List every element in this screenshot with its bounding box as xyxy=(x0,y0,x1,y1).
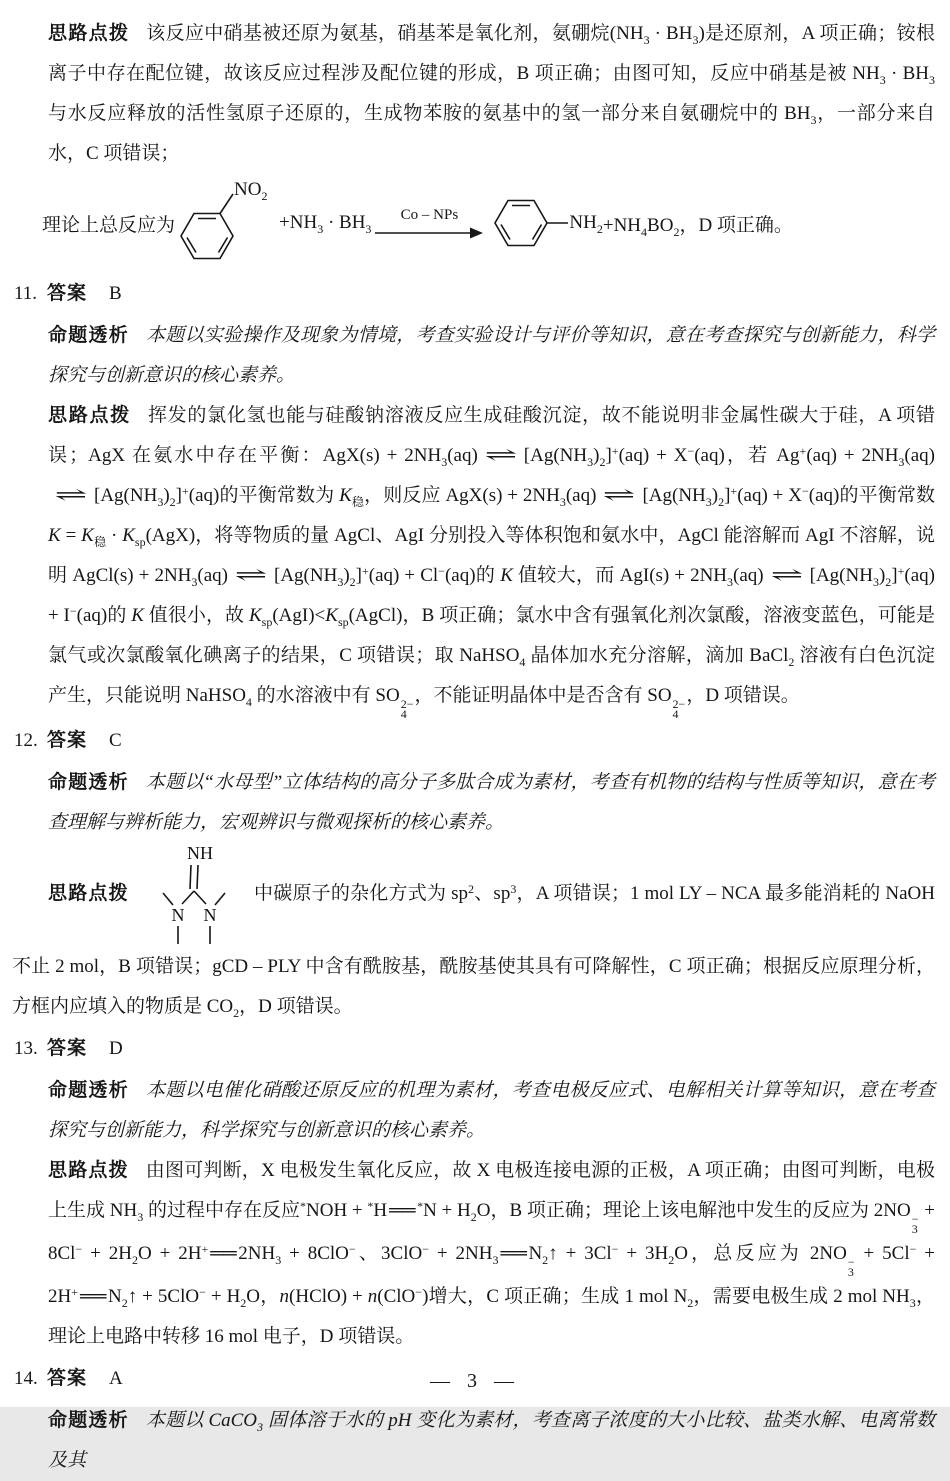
right-arrow-icon xyxy=(375,225,483,239)
reaction-reagent: $+NH_3 \cdot BH_3$ xyxy=(279,212,372,236)
q14-answer-value: A xyxy=(109,1368,123,1389)
nitro-group-label: $NO_2$ xyxy=(234,179,268,203)
q13-number: 13. xyxy=(14,1038,38,1059)
q13-answer-line xyxy=(14,1029,935,1069)
q13-mingti-paragraph xyxy=(48,1071,935,1151)
amine-group-label: $NH_2$ xyxy=(569,212,603,236)
q12-sikao-label: 思路点拨 xyxy=(48,883,129,905)
q11-number: 11. xyxy=(14,283,38,304)
nitrobenzene-structure xyxy=(177,178,277,268)
q11-mingti-paragraph xyxy=(48,316,935,396)
q10-sikao-text: 该反应中硝基被还原为氨基，硝基苯是氧化剂，氨硼烷$(NH_3 \cdot BH_3)$是还原剂，A 项正确；铵根离子中存在配位键，故该反应过程涉及配位键的形成，B 项正确；由图可知，反应中硝基是被 $NH_3 \cdot BH_3$ 与水反应释放的活性氢原子还原的，生成物苯胺的氨基中的氢一部分来自氨硼烷中的 $BH_3$，一部分来自水，C 项错误； xyxy=(48,23,935,164)
q14-mingti-text: 本题以 CaCO$_3$ 固体溶于水的 pH 变化为素材，考查离子浓度的大小比较、盐类水解、电离常数及其 xyxy=(48,1410,935,1471)
q12-mingti-text: 本题以“水母型”立体结构的高分子多肽合成为素材，考查有机物的结构与性质等知识，意在考查理解与辨析能力，宏观辨识与微观探析的核心素养。 xyxy=(48,772,935,833)
q11-mingti-label: 命题透析 xyxy=(48,325,129,346)
q13-sikao-paragraph xyxy=(48,1151,935,1357)
q12-mingti-label: 命题透析 xyxy=(48,772,129,793)
q12-mingti-paragraph xyxy=(48,763,935,843)
q13-answer-value: D xyxy=(109,1038,123,1059)
q14-mingti-label: 命题透析 xyxy=(48,1410,129,1431)
q10-sikao-label: 思路点拨 xyxy=(48,23,130,44)
reaction-products: $+NH_4BO_2$，D 项正确。 xyxy=(602,214,793,239)
q12-answer-line xyxy=(14,721,935,761)
q13-mingti-text: 本题以电催化硝酸还原反应的机理为素材，考查电极反应式、电解相关计算等知识，意在考查探究与创新能力，科学探究与创新意识的核心素养。 xyxy=(48,1080,935,1141)
q13-sikao-label: 思路点拨 xyxy=(48,1160,129,1181)
q13-answer-label: 答案 xyxy=(47,1038,88,1059)
q11-sikao-text: 挥发的氯化氢也能与硅酸钠溶液反应生成硅酸沉淀，故不能说明非金属性碳大于硅，A 项错误；AgX 在氨水中存在平衡：$AgX(s) + 2NH_3(aq)$ ⇌ $[Ag(NH_3)_2]^+(aq) + X^-(aq)$，若 $Ag^+(aq) + 2NH_3(aq)\rightleftharpoons$ $[Ag(NH_3)_2]^+(aq)$的平衡常数为 $K_稳$，则反应 $AgX(s) + 2NH_3(aq)$ ⇌ $[Ag(NH_3)_2]^+(aq) + X^-(aq)$的平衡常数 $K = K_稳 \cdot K_{sp}(AgX)$，将等物质的量 AgCl、AgI 分别投入等体积饱和氨水中，AgCl 能溶解而 AgI 不溶解，说明 AgCl(s) + $2NH_3(aq)$ ⇌ $[Ag(NH_3)_2]^+(aq) + Cl^-(aq)$的 K 值较大，而 $AgI(s) + 2NH_3(aq)$ ⇌ $[Ag(NH_3)_2]^+(aq) + I^-(aq)$的 K 值很小，故 $K_{sp}(AgI)<K_{sp}(AgCl)$，B 项正确；氯水中含有强氧化剂次氯酸，溶液变蓝色，可能是氯气或次氯酸氧化碘离子的结果，C 项错误；取 NaHSO$_4$ 晶体加水充分溶解，滴加 BaCl$_2$ 溶液有白色沉淀产生，只能说明 NaHSO$_4$ 的水溶液中有 SO 2− 4 ，不能证明晶体中是否含有 SO 2− 4 ，D 项错误。 xyxy=(48,405,936,721)
svg-text:N: N xyxy=(203,905,217,925)
q14-answer-label: 答案 xyxy=(47,1368,88,1389)
q12-answer-value: C xyxy=(109,730,122,751)
q14-mingti-paragraph xyxy=(48,1401,935,1481)
q11-answer-label: 答案 xyxy=(47,283,88,304)
q12-sikao-text: 中碳原子的杂化方式为 $sp^2$、$sp^3$，A 项错误；1 mol LY – NCA 最多能消耗的 NaOH 不止 2 mol，B 项错误；gCD – PLY 中含有酰胺基，酰胺基使其具有可降解性，C 项正确；根据反应原理分析，方框内应填入的物质是 $CO_2$，D 项错误。 xyxy=(12,882,935,1020)
benzene-ring-icon xyxy=(491,192,569,254)
reaction-arrow xyxy=(375,207,483,239)
page-number: — 3 — xyxy=(430,1370,520,1392)
q10-sikao-paragraph xyxy=(48,14,935,174)
guanidine-structure-icon xyxy=(154,843,246,947)
q11-answer-line xyxy=(14,274,935,314)
catalyst-label: Co – NPs xyxy=(400,207,459,223)
q11-sikao-paragraph xyxy=(48,396,935,719)
q11-sikao-label: 思路点拨 xyxy=(48,405,131,426)
q12-number: 12. xyxy=(14,730,38,751)
svg-text:N: N xyxy=(171,905,185,925)
q13-sikao-text: 由图可判断，X 电极发生氧化反应，故 X 电极连接电源的正极，A 项正确；由图可判断，电极上生成 $NH_3$ 的过程中存在反应*NOH + *H ══ $^*N + H_2O$，B 项正确；理论上该电解池中发生的反应为 2NO − 3 + $8Cl^- + 2H_2O + 2H^+$ ══ $2NH_3 + 8ClO^-$、$3ClO^- + 2NH_3$ ══ $N_2↑ + 3Cl^- + 3H_2O$，总反应为 2NO − 3 + 5Cl− + 2H+ ══ $N_2↑ + 5ClO^- + H_2O$，n(HClO) + n(ClO−)增大，C 项正确；生成 1 mol $N_2$，需要电极生成 2 mol $NH_3$，理论上电路中转移 16 mol 电子，D 项错误。 xyxy=(48,1160,936,1347)
q13-mingti-label: 命题透析 xyxy=(48,1080,129,1101)
reaction-prefix: 理论上总反应为 xyxy=(42,214,176,236)
q11-mingti-text: 本题以实验操作及现象为情境，考查实验设计与评价等知识，意在考查探究与创新能力，科学探究与创新意识的核心素养。 xyxy=(48,325,935,386)
q11-answer-value: B xyxy=(109,283,122,304)
svg-text:NH: NH xyxy=(186,843,213,863)
aniline-structure xyxy=(491,192,602,254)
q12-sikao-paragraph xyxy=(12,843,935,1027)
q14-number: 14. xyxy=(14,1368,38,1389)
q12-answer-label: 答案 xyxy=(47,730,88,751)
q10-total-reaction-figure xyxy=(42,176,935,270)
